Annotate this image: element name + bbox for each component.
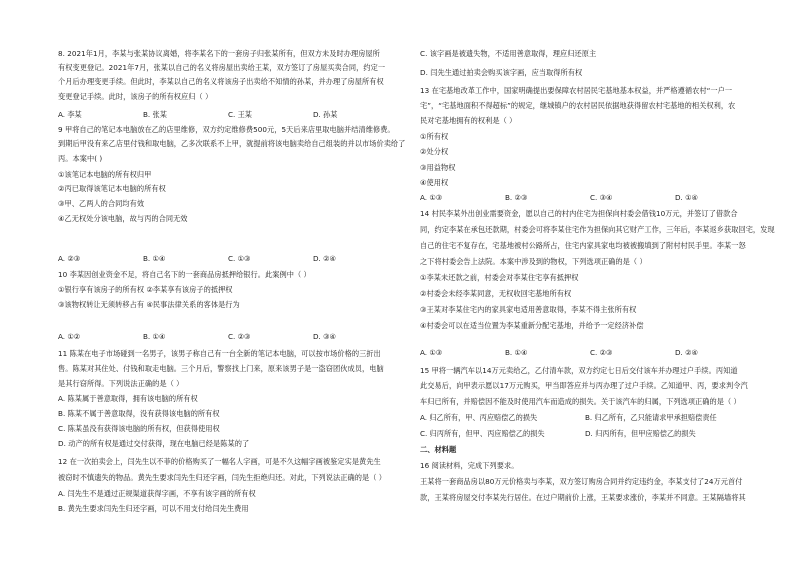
- q14-option-b: B. ①④: [505, 348, 528, 357]
- q15-options-row2: [420, 429, 750, 438]
- q14-statement: ④村委会可以在适当位置为李某重新分配宅基地，并给予一定经济补偿: [420, 321, 644, 330]
- q13-text-line: 民对宅基地拥有的权利是（ ）: [420, 116, 517, 125]
- q9-statement: ④乙无权处分该电脑，故与丙的合同无效: [58, 214, 188, 223]
- q13-statement: ③用益物权: [420, 163, 456, 172]
- q14-statement: ③王某对李某住宅内的家具家电适用善意取得，李某不得主张所有权: [420, 305, 637, 314]
- q8-option-c: C. 王某: [228, 110, 252, 119]
- q10-text-line: 10 李某因创业资金不足，将自己名下的一套商品房抵押给银行。此案例中（ ）: [58, 270, 311, 279]
- q10-statement: ③该物权转让无须转移占有 ④民事法律关系的客体是行为: [58, 300, 240, 309]
- q8-option-b: B. 张某: [143, 110, 167, 119]
- q16-text-line: 款，王某将房屋交付李某先行居住。在过户期前价上涨，王某要求涨价，李某并不同意。王某隔墙将其: [420, 493, 746, 502]
- q10-statement: ①银行享有该房子的所有权 ②李某享有该房子的抵押权: [58, 285, 233, 294]
- q9-options: [58, 254, 388, 263]
- q15-option-b: B. 归乙所有，乙只能请求甲承担赔偿责任: [585, 413, 717, 422]
- q16-text-line: 王某将一套商品房以80万元价格卖与李某，双方签订购房合同并约定违约金，李某支付了24万元首付: [420, 477, 743, 486]
- q11-text-line: 是其行窃所得。下列说法正确的是（ ）: [58, 379, 184, 388]
- q15-option-c: C. 归丙所有，但甲、丙应赔偿乙的损失: [420, 429, 545, 438]
- q9-text-line: 到期后甲没有来乙店里付钱和取电脑，乙多次联系不上甲，就提前将该电脑卖给自己组装的并以市场价卖给了: [58, 139, 406, 148]
- q13-options: [420, 193, 750, 202]
- q12-option: A. 闫先生不是通过正规渠道获得字画，不享有该字画的所有权: [58, 489, 256, 498]
- q9-option-d: D. ②④: [313, 254, 336, 263]
- q16-text-line: 16 阅读材料，完成下列要求。: [420, 461, 519, 470]
- q9-option-c: C. ①③: [228, 254, 251, 263]
- q8-options: [58, 110, 388, 119]
- q15-text-line: 此交易后，向甲表示愿以17万元购买，甲当即答应并与丙办理了过户手续。乙知道甲、丙，要求判令汽: [420, 381, 748, 390]
- q15-text-line: 15 甲将一辆汽车以14万元卖给乙，乙付清车款，双方约定七日后交付该车并办理过户手续。丙知道: [420, 366, 738, 375]
- q14-options: [420, 348, 750, 357]
- q10-option-a: A. ①②: [58, 332, 81, 341]
- q13-option-d: D. ①④: [675, 193, 698, 202]
- q12-option: D. 闫先生通过拍卖会购买该字画，应当取得所有权: [420, 68, 583, 77]
- q12-option: C. 该字画是被遗失物，不适用善意取得，理应归还原主: [420, 49, 597, 58]
- q14-text-line: 14 村民李某外出创业需要资金，愿以自己的村内住宅为担保向村委会借钱10万元，并签订了借款合: [420, 209, 738, 218]
- q9-text-line: 丙。本案中( ): [58, 154, 103, 163]
- q11-option: A. 陈某属于善意取得，拥有该电脑的所有权: [58, 394, 198, 403]
- q11-option: D. 动产的所有权是通过交付获得，现在电脑已经是陈某的了: [58, 439, 250, 448]
- q11-text-line: 售。陈某对其住处、付钱和取走电脑。三个月后，警察找上门来，原来该男子是一盗窃团伙成员，电脑: [58, 364, 384, 373]
- q15-options-row1: [420, 413, 750, 422]
- q8-text-line: 变更登记手续。此时，该房子的所有权应归（ ）: [58, 92, 213, 101]
- q11-text-line: 11 陈某在电子市场碰到一名男子，该男子称自己有一台全新的笔记本电脑，可以按市场价格的三折出: [58, 349, 381, 358]
- q10-options: [58, 332, 388, 341]
- q11-option: B. 陈某不属于善意取得，没有获得该电脑的所有权: [58, 409, 220, 418]
- q14-text-line: 之下将村委会告上法院。本案中涉及到的物权，下列选项正确的是（ ）: [420, 257, 647, 266]
- q13-text-line: 宅”，“宅基地面积不得超标”的规定，继城镇户的农村居民依据地获得留农村宅基地的相关权利，农: [420, 101, 736, 110]
- q13-option-b: B. ②③: [505, 193, 528, 202]
- q15-option-d: D. 归丙所有，但甲应赔偿乙的损失: [585, 429, 696, 438]
- q9-statement: ①该笔记本电脑的所有权归甲: [58, 170, 152, 179]
- q8-option-d: D. 孙某: [313, 110, 338, 119]
- q10-option-b: B. ①④: [143, 332, 166, 341]
- q13-option-c: C. ③④: [590, 193, 613, 202]
- q14-text-line: 同，约定李某在承包还款期，村委会可将李某住宅作为担保向其它财产工作，三年后，李某返乡获取回宅，发现: [420, 225, 775, 234]
- q13-statement: ②处分权: [420, 147, 449, 156]
- q9-text-line: 9 甲将自己的笔记本电脑放在乙的店里维修，双方约定维修费500元，5天后来店里取电脑并结清维修费。: [58, 125, 395, 134]
- q11-option: C. 陈某虽没有获得该电脑的所有权，但获得使用权: [58, 424, 220, 433]
- q13-statement: ④使用权: [420, 178, 449, 187]
- q14-option-a: A. ①③: [420, 348, 443, 357]
- q9-statement: ②丙已取得该笔记本电脑的所有权: [58, 184, 166, 193]
- q14-text-line: 自己的住宅不复存在，宅基地被村公路所占，住宅内家具家电均被被搬填到了附村村民手里。李某一怒: [420, 241, 746, 250]
- q9-option-b: B. ①④: [143, 254, 166, 263]
- q14-option-d: D. ②④: [675, 348, 698, 357]
- q15-option-a: A. 归乙所有，甲、丙应赔偿乙的损失: [420, 413, 538, 422]
- section-heading: 二、材料题: [420, 445, 457, 454]
- q12-text-line: 12 在一次拍卖会上，闫先生以不菲的价格购买了一幅名人字画，可是不久这幅字画被鉴定实是黄先生: [58, 457, 381, 466]
- q9-statement: ③甲、乙两人的合同均有效: [58, 199, 145, 208]
- q8-option-a: A. 李某: [58, 110, 82, 119]
- q10-option-d: D. ③④: [313, 332, 336, 341]
- q8-text-line: 8. 2021年1月，李某与张某协议离婚，将李某名下的一套房子归张某所有，但双方未及时办理房屋所: [58, 49, 380, 58]
- q12-text-line: 被窃时不慎遗失的物品。黄先生要求闫先生归还字画，闫先生拒绝归还。对此，下列说法正确的是（ ）: [58, 473, 387, 482]
- q8-text-line: 有权变更登记。2021年7月，张某以自己的名义将房屋出卖给王某，双方签订了房屋买卖合同，约定一: [58, 63, 386, 72]
- q14-statement: ①李某未还款之前，村委会对李某住宅享有抵押权: [420, 273, 579, 282]
- q14-statement: ②村委会未经李某同意，无权收回宅基地所有权: [420, 289, 572, 298]
- q13-text-line: 13 在宅基地改革工作中，国家明确提出要保障农村居民宅基地基本权益，并严格遵循农村“一户一: [420, 86, 733, 95]
- q14-option-c: C. ②③: [590, 348, 613, 357]
- q8-text-line: 个月后办理变更手续。但此时，李某以自己的名义将该房子出卖给不知情的孙某，并办理了房屋所有权: [58, 77, 384, 86]
- q13-option-a: A. ①③: [420, 193, 443, 202]
- q13-statement: ①所有权: [420, 132, 449, 141]
- q10-option-c: C. ②③: [228, 332, 251, 341]
- q9-option-a: A. ②③: [58, 254, 81, 263]
- q12-option: B. 黄先生要求闫先生归还字画，可以不用支付给闫先生费用: [58, 504, 249, 513]
- q15-text-line: 车归已所有，并赔偿因不能及时使用汽车而造成的损失。关于该汽车的归属，下列选项正确的是（ ）: [420, 397, 741, 406]
